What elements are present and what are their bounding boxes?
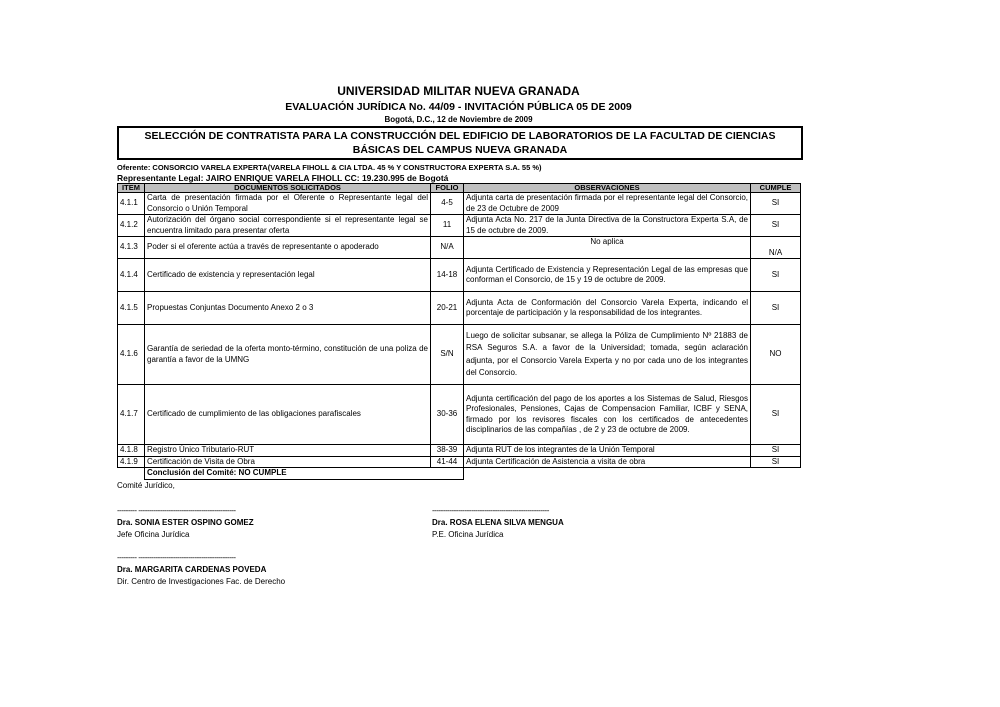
representante-line: Representante Legal: JAIRO ENRIQUE VARELA FIHOLL CC: 19.230.995 de Bogotá <box>117 173 449 183</box>
signer-name: Dra. SONIA ESTER OSPINO GOMEZ <box>117 518 254 527</box>
cell-empty <box>118 468 145 480</box>
cell-item: 4.1.5 <box>118 292 145 325</box>
cell-folio: 14-18 <box>431 259 464 292</box>
cell-document: Certificación de Visita de Obra <box>145 456 431 468</box>
cell-cumple: SI <box>751 259 801 292</box>
cell-observation: Adjunta RUT de los integrantes de la Unión Temporal <box>464 445 751 457</box>
university-title: UNIVERSIDAD MILITAR NUEVA GRANADA <box>337 84 580 98</box>
table-row <box>118 385 801 445</box>
cell-item: 4.1.9 <box>118 456 145 468</box>
oferente-line: Oferente: CONSORCIO VARELA EXPERTA(VARELA FIHOLL & CIA LTDA. 45 % Y CONSTRUCTORA EXPERTA S.A. 55 %) <box>117 163 542 172</box>
date-line: Bogotá, D.C., 12 de Noviembre de 2009 <box>384 115 533 124</box>
cell-observation: Adjunta certificación del pago de los aportes a los Sistemas de Salud, Riesgos Profesionales, Pensiones, Cajas de Compensacion Familiar, ICBF y SENA, firmado por los revisores fiscales con los certificados de antecedentes disciplinarios de las compañías , de 2 y 23 de octubre de 2009. <box>464 385 751 445</box>
cell-item: 4.1.3 <box>118 237 145 259</box>
cell-item: 4.1.4 <box>118 259 145 292</box>
column-header-documents: DOCUMENTOS SOLICITADOS <box>145 184 431 193</box>
committee-label: Comité Jurídico, <box>117 480 175 490</box>
signer-role: P.E. Oficina Jurídica <box>432 530 504 539</box>
cell-cumple: SI <box>751 456 801 468</box>
signature-line: --------- --------------------------------------------- <box>117 553 236 562</box>
column-header-observations: OBSERVACIONES <box>464 184 751 193</box>
signature-line: --------- --------------------------------------------- <box>117 506 236 515</box>
cell-folio: 38-39 <box>431 445 464 457</box>
cell-folio: 20-21 <box>431 292 464 325</box>
evaluation-title: EVALUACIÓN JURÍDICA No. 44/09 - INVITACIÓN PÚBLICA 05 DE 2009 <box>285 101 632 113</box>
cell-observation: Adjunta Acta de Conformación del Consorcio Varela Experta, indicando el porcentaje de participación y la responsabilidad de los integrantes. <box>464 292 751 325</box>
cell-folio: 11 <box>431 215 464 237</box>
cell-empty <box>464 468 751 480</box>
cell-folio: 4-5 <box>431 193 464 215</box>
cell-cumple: SI <box>751 215 801 237</box>
cell-document: Poder si el oferente actúa a través de representante o apoderado <box>145 237 431 259</box>
cell-document: Garantía de seriedad de la oferta monto-término, constitución de una poliza de garantía a favor de la UMNG <box>145 325 431 385</box>
cell-item: 4.1.8 <box>118 445 145 457</box>
cell-document: Propuestas Conjuntas Documento Anexo 2 o 3 <box>145 292 431 325</box>
signer-role: Dir. Centro de Investigaciones Fac. de Derecho <box>117 577 286 586</box>
cell-empty <box>751 468 801 480</box>
cell-observation: Luego de solicitar subsanar, se allega la Póliza de Cumplimiento Nº 21883 de RSA Seguros S.A. a favor de la Universidad; tomada, según aclaración adjunta, por el Consorcio Varela Experta y no por cada uno de los integrantes del Consorcio. <box>464 325 751 385</box>
cell-cumple: SI <box>751 292 801 325</box>
column-header-folio: FOLIO <box>431 184 464 193</box>
cell-document: Registro Único Tributario-RUT <box>145 445 431 457</box>
signer-name: Dra. ROSA ELENA SILVA MENGUA <box>432 518 564 527</box>
cell-folio: 30-36 <box>431 385 464 445</box>
document-sheet <box>117 84 800 490</box>
cell-observation: Adjunta Acta No. 217 de la Junta Directiva de la Constructora Experta S.A, de 15 de octubre de 2009. <box>464 215 751 237</box>
table-row <box>118 259 801 292</box>
cell-observation: No aplica <box>464 237 751 259</box>
signer-role: Jefe Oficina Jurídica <box>117 530 190 539</box>
cell-observation: Adjunta Certificación de Asistencia a visita de obra <box>464 456 751 468</box>
table-row <box>118 325 801 385</box>
table-row <box>118 445 801 457</box>
cell-document: Carta de presentación firmada por el Oferente o Representante legal del Consorcio o Unión Temporal <box>145 193 431 215</box>
table-row <box>118 456 801 468</box>
cell-observation: Adjunta carta de presentación firmada por el representante legal del Consorcio, de 23 de Octubre de 2009 <box>464 193 751 215</box>
cell-cumple: SI <box>751 193 801 215</box>
cell-cumple: SI <box>751 445 801 457</box>
signature-line: ------------------------------------------------------ <box>432 506 549 515</box>
cell-item: 4.1.1 <box>118 193 145 215</box>
cell-observation: Adjunta Certificado de Existencia y Representación Legal de las empresas que conforman el Consorcio, de 15 y 19 de octubre de 2009. <box>464 259 751 292</box>
cell-cumple: SI <box>751 385 801 445</box>
cell-cumple: NO <box>751 325 801 385</box>
signature-block-bottom <box>117 552 285 588</box>
conclusion-row <box>118 468 801 480</box>
signature-block-right <box>432 505 564 541</box>
cell-document: Certificado de existencia y representación legal <box>145 259 431 292</box>
cell-folio: S/N <box>431 325 464 385</box>
cell-document: Autorización del órgano social correspondiente si el representante legal se encuentra limitado para presentar oferta <box>145 215 431 237</box>
cell-folio: 41-44 <box>431 456 464 468</box>
signer-name: Dra. MARGARITA CARDENAS POVEDA <box>117 565 267 574</box>
column-header-item: ITEM <box>118 184 145 193</box>
cell-document: Certificado de cumplimiento de las obligaciones parafiscales <box>145 385 431 445</box>
table-header-row <box>118 184 801 193</box>
cell-item: 4.1.6 <box>118 325 145 385</box>
table-row <box>118 292 801 325</box>
cell-folio: N/A <box>431 237 464 259</box>
selection-title-box: SELECCIÓN DE CONTRATISTA PARA LA CONSTRUCCIÓN DEL EDIFICIO DE LABORATORIOS DE LA FACULTAD DE CIENCIAS BÁSICAS DEL CAMPUS NUEVA GRANADA <box>117 126 803 160</box>
table-row <box>118 237 801 259</box>
cell-item: 4.1.7 <box>118 385 145 445</box>
column-header-cumple: CUMPLE <box>751 184 801 193</box>
cell-item: 4.1.2 <box>118 215 145 237</box>
signature-block-left <box>117 505 254 541</box>
table-row <box>118 215 801 237</box>
evaluation-table <box>117 183 801 480</box>
table-row <box>118 193 801 215</box>
committee-conclusion: Conclusión del Comité: NO CUMPLE <box>145 468 464 480</box>
cell-cumple: N/A <box>751 237 801 259</box>
